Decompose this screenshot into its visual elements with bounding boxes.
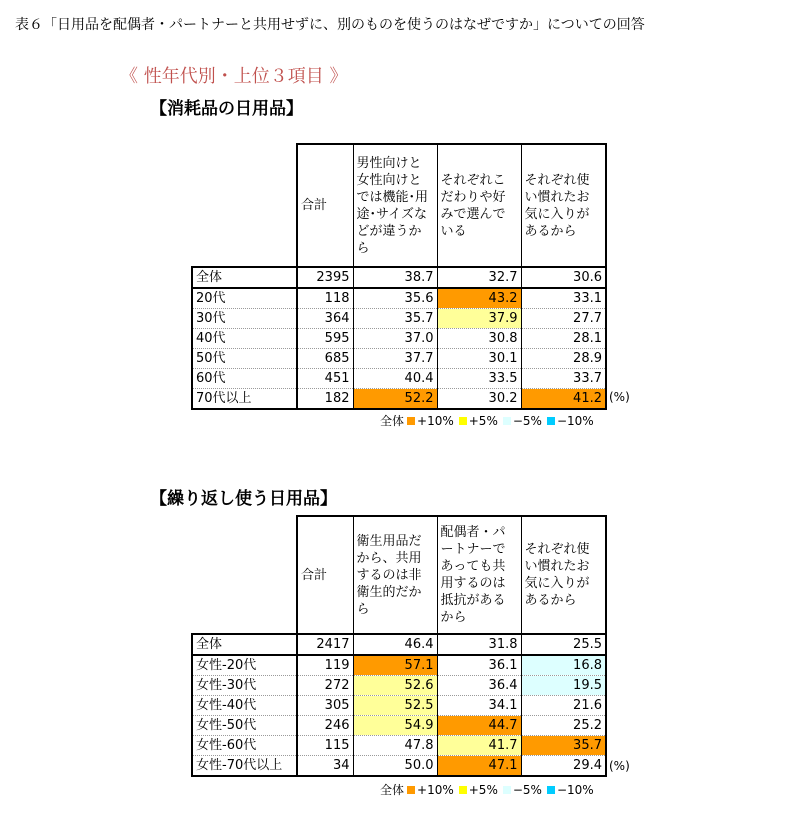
table-row bbox=[192, 309, 606, 329]
row-label: 女性-60代 bbox=[192, 736, 297, 756]
cell-value: 57.1 bbox=[353, 655, 437, 676]
legend-swatch-plus10 bbox=[407, 417, 415, 425]
cell-value: 29.4 bbox=[521, 756, 606, 777]
row-label: 20代 bbox=[192, 288, 297, 309]
table-reusables bbox=[191, 515, 607, 777]
cell-value: 28.1 bbox=[521, 329, 606, 349]
column-header: 合計 bbox=[297, 144, 353, 267]
cell-total: 305 bbox=[297, 696, 353, 716]
table-row bbox=[192, 655, 606, 676]
subtitle: 《 性年代別・上位３項目 》 bbox=[120, 66, 348, 87]
cell-value: 21.6 bbox=[521, 696, 606, 716]
legend-swatch-plus5 bbox=[459, 786, 467, 794]
cell-value: 34.1 bbox=[437, 696, 521, 716]
cell-value: 37.7 bbox=[353, 349, 437, 369]
cell-value: 25.5 bbox=[521, 634, 606, 655]
legend-swatch-plus5 bbox=[459, 417, 467, 425]
column-header: それぞれこだわりや好みで選んでいる bbox=[437, 144, 521, 267]
row-label: 全体 bbox=[192, 267, 297, 288]
column-header: それぞれ使い慣れたお気に入りがあるから bbox=[521, 516, 606, 634]
row-label: 女性-30代 bbox=[192, 676, 297, 696]
cell-value: 35.7 bbox=[353, 309, 437, 329]
cell-total: 246 bbox=[297, 716, 353, 736]
cell-value: 43.2 bbox=[437, 288, 521, 309]
cell-value: 33.7 bbox=[521, 369, 606, 389]
cell-value: 37.9 bbox=[437, 309, 521, 329]
cell-value: 27.7 bbox=[521, 309, 606, 329]
table-corner bbox=[192, 144, 297, 267]
cell-value: 41.7 bbox=[437, 736, 521, 756]
cell-total: 364 bbox=[297, 309, 353, 329]
cell-value: 32.7 bbox=[437, 267, 521, 288]
legend-minus5: −5% bbox=[512, 782, 542, 797]
column-header: 合計 bbox=[297, 516, 353, 634]
row-label: 70代以上 bbox=[192, 389, 297, 410]
cell-total: 119 bbox=[297, 655, 353, 676]
cell-value: 44.7 bbox=[437, 716, 521, 736]
cell-value: 33.1 bbox=[521, 288, 606, 309]
table-row bbox=[192, 267, 606, 288]
table-row bbox=[192, 349, 606, 369]
legend-plus5: +5% bbox=[468, 413, 498, 428]
cell-value: 52.5 bbox=[353, 696, 437, 716]
legend-plus10: +10% bbox=[417, 782, 454, 797]
legend-swatch-minus5 bbox=[503, 786, 511, 794]
legend-base: 全体 bbox=[380, 783, 405, 797]
legend-base: 全体 bbox=[380, 414, 405, 428]
section-title-consumables: 【消耗品の日用品】 bbox=[150, 99, 303, 119]
cell-total: 182 bbox=[297, 389, 353, 410]
legend-swatch-plus10 bbox=[407, 786, 415, 794]
row-label: 60代 bbox=[192, 369, 297, 389]
table-row bbox=[192, 736, 606, 756]
legend bbox=[380, 412, 596, 429]
cell-value: 25.2 bbox=[521, 716, 606, 736]
cell-total: 451 bbox=[297, 369, 353, 389]
cell-value: 37.0 bbox=[353, 329, 437, 349]
cell-value: 30.1 bbox=[437, 349, 521, 369]
cell-value: 19.5 bbox=[521, 676, 606, 696]
cell-value: 54.9 bbox=[353, 716, 437, 736]
cell-total: 34 bbox=[297, 756, 353, 777]
table-row bbox=[192, 369, 606, 389]
cell-value: 52.6 bbox=[353, 676, 437, 696]
cell-value: 47.8 bbox=[353, 736, 437, 756]
table-row bbox=[192, 329, 606, 349]
table-corner bbox=[192, 516, 297, 634]
cell-value: 47.1 bbox=[437, 756, 521, 777]
row-label: 50代 bbox=[192, 349, 297, 369]
cell-value: 30.6 bbox=[521, 267, 606, 288]
cell-value: 35.7 bbox=[521, 736, 606, 756]
table-row bbox=[192, 676, 606, 696]
table-row bbox=[192, 634, 606, 655]
row-label: 30代 bbox=[192, 309, 297, 329]
legend-swatch-minus5 bbox=[503, 417, 511, 425]
cell-value: 16.8 bbox=[521, 655, 606, 676]
cell-value: 36.1 bbox=[437, 655, 521, 676]
legend-swatch-minus10 bbox=[547, 417, 555, 425]
table-consumables bbox=[191, 143, 607, 410]
cell-value: 36.4 bbox=[437, 676, 521, 696]
row-label: 全体 bbox=[192, 634, 297, 655]
cell-total: 115 bbox=[297, 736, 353, 756]
row-label: 女性-70代以上 bbox=[192, 756, 297, 777]
cell-value: 35.6 bbox=[353, 288, 437, 309]
table-row bbox=[192, 288, 606, 309]
cell-total: 118 bbox=[297, 288, 353, 309]
cell-total: 595 bbox=[297, 329, 353, 349]
column-header: それぞれ使い慣れたお気に入りがあるから bbox=[521, 144, 606, 267]
table-row bbox=[192, 696, 606, 716]
legend-plus5: +5% bbox=[468, 782, 498, 797]
cell-value: 30.8 bbox=[437, 329, 521, 349]
cell-value: 38.7 bbox=[353, 267, 437, 288]
table-row bbox=[192, 756, 606, 777]
cell-value: 31.8 bbox=[437, 634, 521, 655]
page-title: 表６「日用品を配偶者・パートナーと共用せずに、別のものを使うのはなぜですか」についての回答 bbox=[15, 17, 645, 33]
row-label: 40代 bbox=[192, 329, 297, 349]
cell-total: 272 bbox=[297, 676, 353, 696]
cell-value: 41.2 bbox=[521, 389, 606, 410]
column-header: 衛生用品だから、共用するのは非衛生的だから bbox=[353, 516, 437, 634]
cell-total: 2395 bbox=[297, 267, 353, 288]
legend-swatch-minus10 bbox=[547, 786, 555, 794]
legend bbox=[380, 781, 596, 798]
column-header: 配偶者・パートナーであっても共用するのは抵抗があるから bbox=[437, 516, 521, 634]
table-row bbox=[192, 716, 606, 736]
legend-plus10: +10% bbox=[417, 413, 454, 428]
cell-value: 30.2 bbox=[437, 389, 521, 410]
unit-label: (%) bbox=[609, 759, 630, 773]
cell-value: 40.4 bbox=[353, 369, 437, 389]
table-row bbox=[192, 389, 606, 410]
cell-value: 50.0 bbox=[353, 756, 437, 777]
legend-minus5: −5% bbox=[512, 413, 542, 428]
cell-value: 52.2 bbox=[353, 389, 437, 410]
row-label: 女性-20代 bbox=[192, 655, 297, 676]
row-label: 女性-50代 bbox=[192, 716, 297, 736]
legend-minus10: −10% bbox=[556, 413, 594, 428]
section-title-reusables: 【繰り返し使う日用品】 bbox=[150, 489, 337, 509]
cell-value: 33.5 bbox=[437, 369, 521, 389]
cell-value: 28.9 bbox=[521, 349, 606, 369]
cell-value: 46.4 bbox=[353, 634, 437, 655]
cell-total: 2417 bbox=[297, 634, 353, 655]
unit-label: (%) bbox=[609, 390, 630, 404]
column-header: 男性向けと女性向けとでは機能･用途･サイズなどが違うから bbox=[353, 144, 437, 267]
row-label: 女性-40代 bbox=[192, 696, 297, 716]
cell-total: 685 bbox=[297, 349, 353, 369]
legend-minus10: −10% bbox=[556, 782, 594, 797]
